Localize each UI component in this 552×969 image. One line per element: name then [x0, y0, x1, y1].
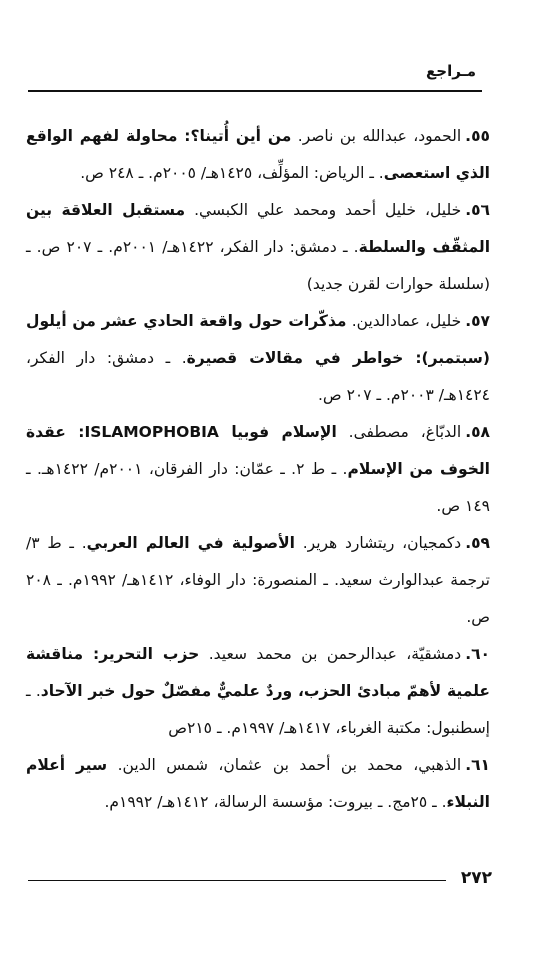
- reference-list: [26, 118, 490, 821]
- reference-item: [26, 636, 490, 747]
- running-head: مـراجع: [426, 62, 476, 80]
- reference-author: الحمود، عبدالله بن ناصر.: [291, 127, 462, 145]
- reference-author: الذهبي، محمد بن أحمد بن عثمان، شمس الدين.: [107, 756, 462, 774]
- footer-rule: [28, 880, 446, 881]
- reference-title: الإسلام فوبيا ISLAMOPHOBIA: عقدة الخوف من الإسلام: [26, 423, 490, 478]
- reference-item: [26, 118, 490, 192]
- reference-author: الدبّاغ، مصطفى.: [336, 423, 462, 441]
- reference-number: ٦٠.: [465, 645, 490, 663]
- reference-title: مستقبل العلاقة بين المثقّف والسلطة: [26, 201, 491, 256]
- reference-publication: . ـ ط ٢. ـ عمّان: دار الفرقان، ٢٠٠١م/ ١٤٢٢هـ. ـ ١٤٩ ص.: [26, 460, 490, 515]
- reference-number: ٥٧.: [465, 312, 490, 330]
- reference-title: من أين أُتينا؟: محاولة لفهم الواقع الذي استعصى: [26, 127, 490, 182]
- reference-author: خليل، خليل أحمد ومحمد علي الكبسي.: [185, 201, 462, 219]
- reference-author: دمشقيّة، عبدالرحمن بن محمد سعيد.: [199, 645, 462, 663]
- reference-item: [26, 747, 490, 821]
- reference-publication: . ـ دمشق: دار الفكر، ١٤٢٢هـ/ ٢٠٠١م. ـ ٢٠٧ ص. ـ (سلسلة حوارات لقرن جديد): [26, 238, 490, 293]
- reference-title: سير أعلام النبلاء: [26, 756, 490, 811]
- reference-publication: . ـ دمشق: دار الفكر، ١٤٢٤هـ/ ٢٠٠٣م. ـ ٢٠٧ ص.: [26, 349, 490, 404]
- reference-number: ٥٩.: [465, 534, 490, 552]
- reference-author: خليل، عمادالدين.: [346, 312, 462, 330]
- reference-number: ٥٨.: [465, 423, 490, 441]
- reference-item: [26, 525, 490, 636]
- reference-number: ٥٥.: [465, 127, 490, 145]
- reference-title: حزب التحرير: مناقشة علمية لأهمّ مبادئ الحزب، وردٌ علميٌّ مفصّلٌ حول خبر الآحاد: [26, 645, 490, 700]
- reference-title: مذكّرات حول واقعة الحادي عشر من أيلول (سبتمبر): خواطر في مقالات قصيرة: [26, 312, 490, 367]
- page-number: ٢٧٢: [460, 868, 492, 888]
- reference-publication: . ـ الرياض: المؤلِّف، ١٤٢٥هـ/ ٢٠٠٥م. ـ ٢٤٨ ص.: [80, 164, 384, 182]
- reference-item: [26, 414, 490, 525]
- reference-item: [26, 303, 490, 414]
- reference-number: ٥٦.: [465, 201, 490, 219]
- reference-author: دكمجيان، ريتشارد هرير.: [294, 534, 462, 552]
- header-rule: [28, 90, 482, 92]
- reference-publication: . ـ ٢٥مج. ـ بيروت: مؤسسة الرسالة، ١٤١٢هـ/ ١٩٩٢م.: [104, 793, 447, 811]
- reference-title: الأصولية في العالم العربي: [86, 534, 295, 552]
- reference-publication: . ـ ط ٣/ ترجمة عبدالوارث سعيد. ـ المنصورة: دار الوفاء، ١٤١٢هـ/ ١٩٩٢م. ـ ٢٠٨ ص.: [26, 534, 490, 626]
- reference-item: [26, 192, 490, 303]
- reference-number: ٦١.: [465, 756, 490, 774]
- reference-publication: . ـ إسطنبول: مكتبة الغرباء، ١٤١٧هـ/ ١٩٩٧م. ـ ٢١٥ص: [26, 682, 490, 737]
